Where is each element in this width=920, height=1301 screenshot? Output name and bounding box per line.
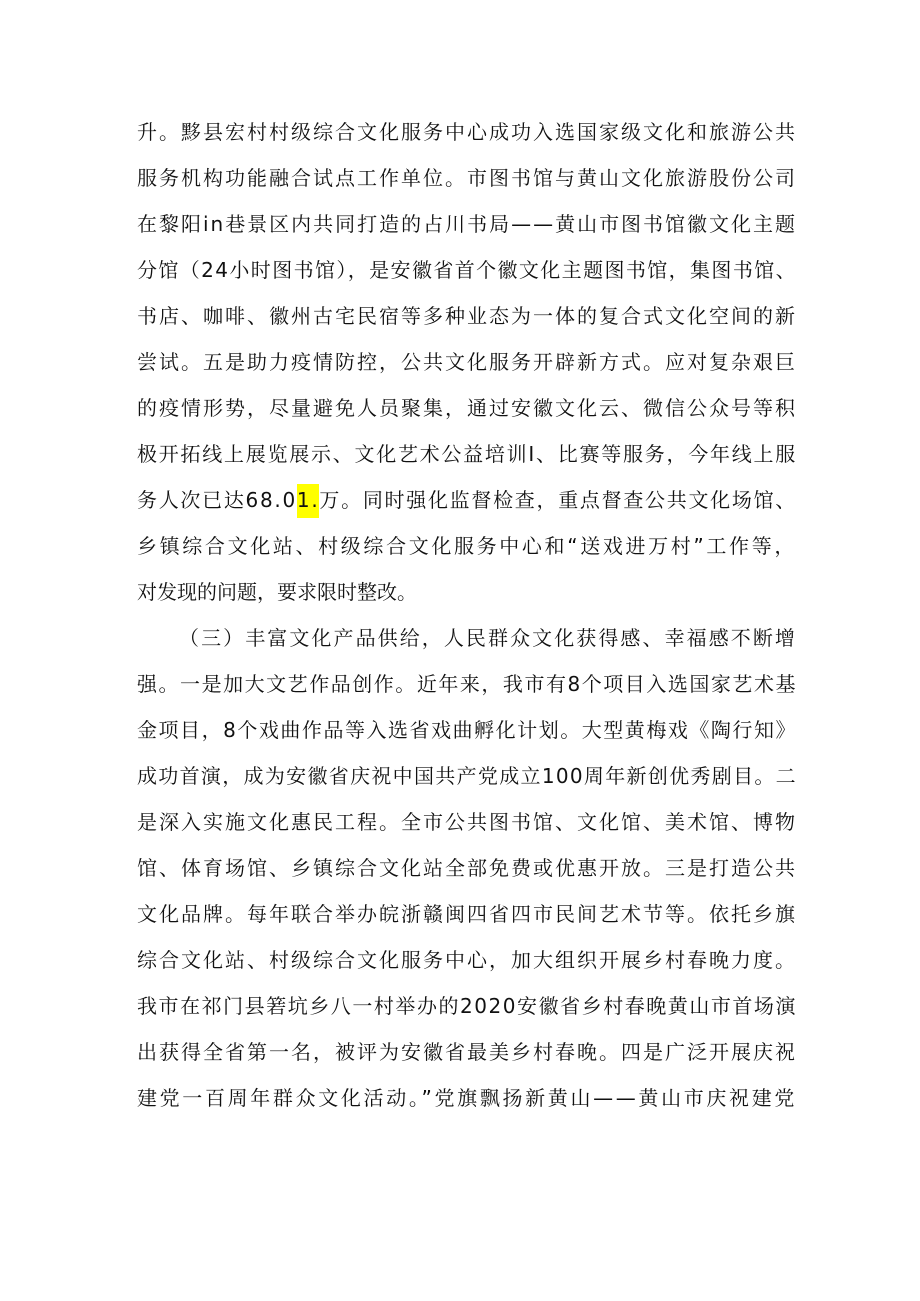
- text-line-content: 综合文化站、村级综合文化服务中心，加大组织开展乡村春晚力度。: [137, 948, 797, 972]
- document-body: [137, 118, 797, 1130]
- text-line-content: 升。黟县宏村村级综合文化服务中心成功入选国家级文化和旅游公共: [137, 120, 797, 144]
- text-line-content: 尝试。五是助力疫情防控，公共文化服务开辟新方式。应对复杂艰巨: [137, 350, 797, 374]
- text-line: [137, 946, 797, 992]
- text-line-content: 成功首演，成为安徽省庆祝中国共产党成立100周年新创优秀剧目。二: [137, 764, 797, 788]
- text-line-content: 书店、咖啡、徽州古宅民宿等多种业态为一体的复合式文化空间的新: [137, 304, 797, 328]
- text-line-content: 的疫情形势，尽量避免人员聚集，通过安徽文化云、微信公众号等积: [137, 396, 797, 420]
- text-line: [137, 394, 797, 440]
- text-line: [137, 440, 797, 486]
- text-line: [137, 716, 797, 762]
- text-line-content: 对发现的问题，要求限时整改。: [137, 580, 417, 604]
- text-line-content: 建党一百周年群众文化活动。”党旗飘扬新黄山——黄山市庆祝建党: [137, 1086, 797, 1110]
- text-line: [137, 578, 797, 624]
- text-line-content: 在黎阳in巷景区内共同打造的占川书局——黄山市图书馆徽文化主题: [137, 212, 797, 236]
- text-line: [137, 900, 797, 946]
- text-line: [137, 624, 797, 670]
- text-line: [137, 762, 797, 808]
- text-line-content: （三）丰富文化产品供给，人民群众文化获得感、幸福感不断增: [179, 626, 797, 650]
- text-line-highlighted: [137, 486, 797, 532]
- text-line-content: 文化品牌。每年联合举办皖浙赣闽四省四市民间艺术节等。依托乡旗: [137, 902, 797, 926]
- highlighted-text: 1.: [297, 484, 320, 518]
- text-line: [137, 210, 797, 256]
- text-line: [137, 256, 797, 302]
- text-line: [137, 302, 797, 348]
- text-line: [137, 118, 797, 164]
- text-line-content: [137, 486, 797, 532]
- text-line: [137, 348, 797, 394]
- text-line-content: 出获得全省第一名，被评为安徽省最美乡村春晚。四是广泛开展庆祝: [137, 1040, 797, 1064]
- text-before-highlight: 务人次已达68.0: [137, 488, 297, 512]
- text-line-content: 馆、体育场馆、乡镇综合文化站全部免费或优惠开放。三是打造公共: [137, 856, 797, 880]
- text-line-content: 我市在祁门县箬坑乡八一村举办的2020安徽省乡村春晚黄山市首场演: [137, 994, 797, 1018]
- text-line-content: 极开拓线上展览展示、文化艺术公益培训I、比赛等服务，今年线上服: [137, 442, 797, 466]
- text-line: [137, 1084, 797, 1130]
- text-line-content: 强。一是加大文艺作品创作。近年来，我市有8个项目入选国家艺术基: [137, 672, 797, 696]
- text-after-highlight: 万。同时强化监督检查，重点督查公共文化场馆、: [319, 488, 797, 512]
- text-line-content: 金项目，8个戏曲作品等入选省戏曲孵化计划。大型黄梅戏《陶行知》: [137, 718, 797, 742]
- text-line: [137, 670, 797, 716]
- text-line-content: 是深入实施文化惠民工程。全市公共图书馆、文化馆、美术馆、博物: [137, 810, 797, 834]
- text-line-content: 服务机构功能融合试点工作单位。市图书馆与黄山文化旅游股份公司: [137, 166, 797, 190]
- text-line-content: 乡镇综合文化站、村级综合文化服务中心和“送戏进万村”工作等，: [137, 534, 797, 558]
- text-line: [137, 1038, 797, 1084]
- text-line: [137, 164, 797, 210]
- text-line: [137, 992, 797, 1038]
- text-line: [137, 808, 797, 854]
- text-line: [137, 854, 797, 900]
- text-line-content: 分馆（24小时图书馆），是安徽省首个徽文化主题图书馆，集图书馆、: [137, 258, 797, 282]
- text-line: [137, 532, 797, 578]
